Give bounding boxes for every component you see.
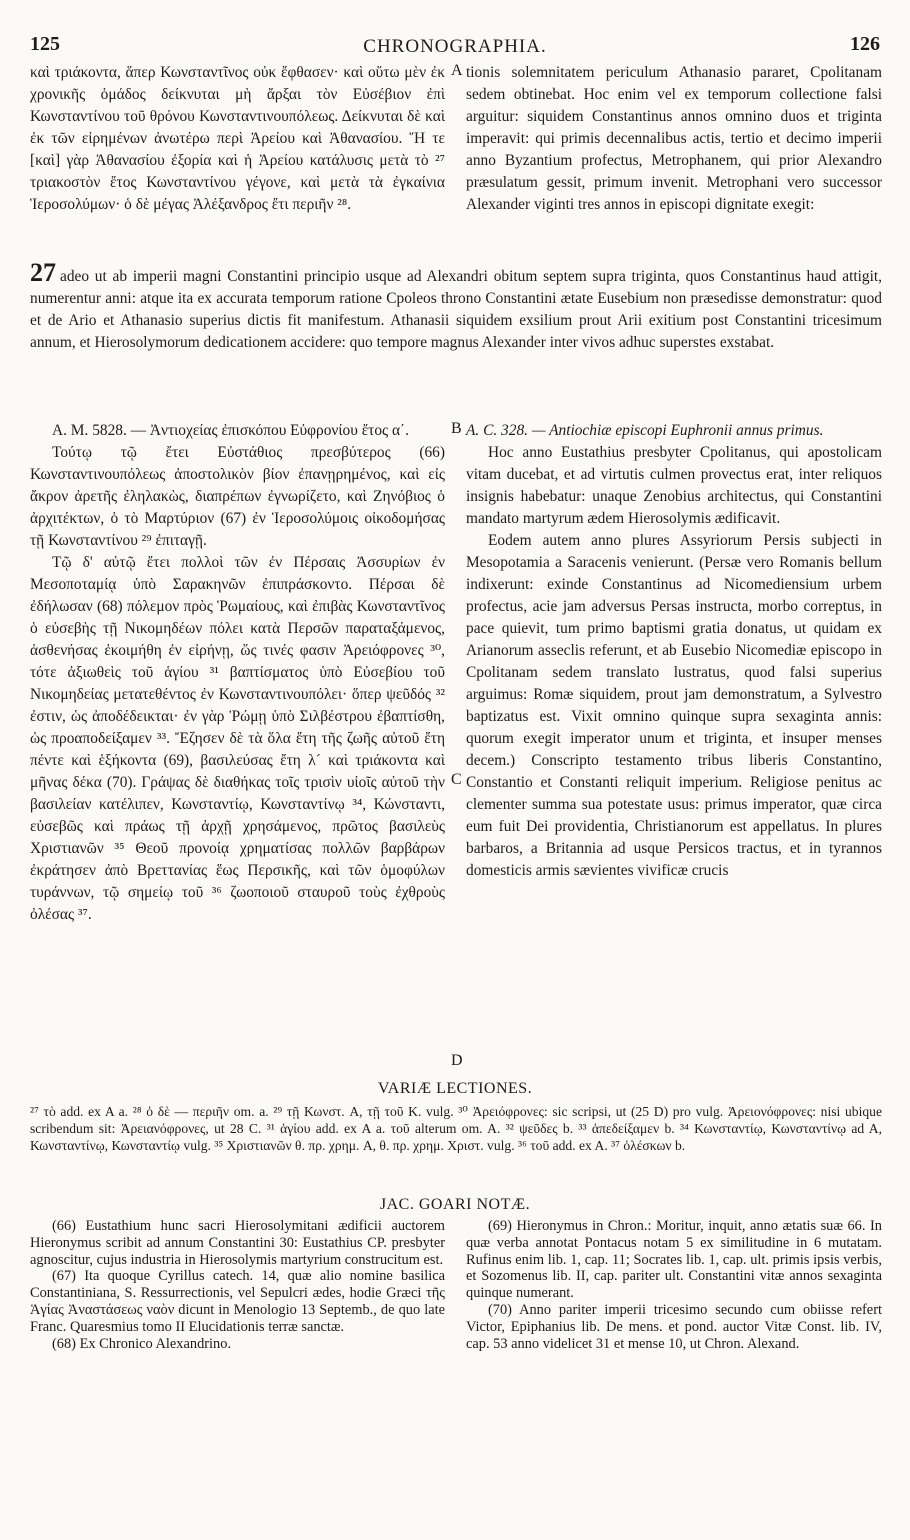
- main-latin-column: [466, 420, 882, 882]
- variae-lectiones-heading: VARIÆ LECTIONES.: [377, 1080, 533, 1097]
- margin-letter-a: A: [451, 62, 463, 79]
- note-68: (68) Ex Chronico Alexandrino.: [52, 1335, 232, 1352]
- top-greek-column: [30, 62, 445, 216]
- lead-text: adeo ut ab imperii magni Constantini principio usque ad Alexandri obitum septem supra triginta, quos Constantinus haud attigit, numerentur anni: atque ita ex accurata temporum ratione Cpoleos throno Constantini ætate Eusebium non præsedisse demonstratur: quod et de Ario et Athanasio superius dictis fit manifestum. Athanasii siquidem exsilium prout Arii exitium post Constantini tricesimum annum, et Hierosolymorum dedicationem accidere: quo tempore magnus Alexander inter vivos adhuc superstes exstabat.: [30, 268, 882, 351]
- section-marker: 27: [30, 258, 56, 287]
- note-66: (66) Eustathium hunc sacri Hierosolymitani ædificii auctorem Hieronymus scribit ad annum Constantini 30: Eustathius CP. presbyter agnoscitur, cujus industria in Hierosolymis martyrium construcitum est.: [30, 1218, 445, 1268]
- lead-paragraph: [30, 258, 882, 354]
- latin-paragraph-2: Eodem autem anno plures Assyriorum Persis subjecti in Mesopotamia a Saracenis venierunt. (Persæ vero Romanis bellum indixerunt: exinde Constantinus ad Nicomediensium urbem profectus, acie jam adversus Persas instructa, morbo correptus, in pace quievit, tum primo baptismi gratia donatus, ut quidam ex Arianorum asseclis referunt, et ab Eusebio Nicomediæ episcopo in Cpolitanam sedem translato lustratus, quod falsi superius arguimus: Romæ siquidem, prout jam demonstratum, a Sylvestro baptizatus est. Vixit omnino quinque supra sexaginta annis: quorum exegit imperator unum et triginta, et insuper menses decem.) Conscripto testamento tribus liberis Constantino, Constantio et Constanti reliquit imperium. Religiose penitus ac clementer summa sua potestate usus: primus imperator, quæ circa eum fuit Dei providentia, Christianorum est appellatus. In plures barbaros, a Britannia ad usque Persicos tractus, et in tyrannos domesticis armis sævientes vivificæ crucis: [466, 532, 882, 879]
- page-header: [30, 33, 880, 59]
- greek-paragraph-1: Τούτῳ τῷ ἔτει Εὐστάθιος πρεσβύτερος (66) Κωνσταντινουπόλεως ἀποστολικὸν βίον ἐπανῃρημένος, καὶ εἰς ἄκρον ἀρετῆς ἐληλακὼς, διαπρέπων ἐγνωρίζετο, καὶ Ζηνόβιος ὁ ἀρχιτέκτων, ὁ τὸ Μαρτύριον (67) ἐν Ἱεροσολύμοις οἰκοδομήσας τῇ Κωνσταντίνου ²⁹ ἐπιταγῇ.: [30, 444, 445, 549]
- variae-lectiones-text: ²⁷ τὸ add. ex A a. ²⁸ ὁ δὲ — περιῆν om. a. ²⁹ τῇ Κωνστ. A, τῇ τοῦ K. vulg. ³⁰ Ἀρειόφρονες: sic scripsi, ut (25 D) pro vulg. Ἀρειονόφρονες: nisi ubique scribendum sit: Ἀρειανόφρονες, ut 28 C. ³¹ ἁγίου add. ex A a. τοῦ alterum om. A. ³² ψεῦδες b. ³³ ἀπεδείξαμεν b. ³⁴ Κωνσταντίῳ, Κωνσταντίνῳ ad A, Κωνσταντίνῳ, Κωνσταντίῳ vulg. ³⁵ Χριστιανῶν θ. πρ. χρημ. A, θ. πρ. χρημ. Χριστ. vulg. ³⁶ τοῦ add. ex A. ³⁷ ὀλέσκων b.: [30, 1104, 882, 1153]
- top-latin-text: tionis solemnitatem periculum Athanasio pararet, Cpolitanam sedem obtinebat. Hoc enim vel ex temporum collectione falsi arguitur: siquidem Constantinus annos omnino duos et triginta imperavit: qui primis decennalibus actis, tertio et decimo imperii anno Byzantium profectus, Metrophanem, qui prior Alexandro præsulatum gessit, primum invenit. Metrophani vero successor Alexander viginti tres annos in episcopi dignitate exegit:: [466, 64, 882, 213]
- top-latin-column: [466, 62, 882, 216]
- note-69: (69) Hieronymus in Chron.: Moritur, inquit, anno ætatis suæ 66. In quæ verba annotat Pontacus notam 5 ex similitudine in 6 mutatam. Rufinus enim lib. 1, cap. 11; Socrates lib. 1, cap. ult. primis ipsis verbis, et Sozomenus lib. II, cap. pariter ult. Constantini vitæ annos sexaginta quinque numerant.: [466, 1218, 882, 1302]
- latin-paragraph-1: Hoc anno Eustathius presbyter Cpolitanus, qui apostolicam vitam ducebat, et ad virtutis culmen provectus erat, inter reliquos insignis habebatur: unaque Zenobius architectus, qui Constantini mandato martyrum ædem Hierosolymis ædificavit.: [466, 444, 882, 527]
- margin-letter-d: D: [451, 1052, 463, 1069]
- running-title: CHRONOGRAPHIA.: [363, 36, 547, 57]
- latin-heading: A. C. 328. — Antiochiæ episcopi Euphronii annus primus.: [466, 422, 824, 439]
- margin-letter-c: C: [451, 771, 462, 788]
- greek-paragraph-2: Τῷ δ' αὐτῷ ἔτει πολλοὶ τῶν ἐν Πέρσαις Ἀσσυρίων ἐν Μεσοποταμίᾳ ὑπὸ Σαρακηνῶν ἐπιπράσκοντο. Πέρσαι δὲ ἐδήλωσαν (68) πόλεμον πρὸς Ῥωμαίους, καὶ ἐπιβὰς Κωνσταντῖνος ὁ εὐσεβὴς τῇ Νικομηδέων πόλει κατὰ Περσῶν παραταξάμενος, ἀσθενήσας ἐκοιμήθη ἐν εἰρήνῃ, ὥς τινές φασιν Ἀρειόφρονες ³⁰, τότε ἀξιωθεὶς τοῦ ἁγίου ³¹ βαπτίσματος ὑπὸ Εὐσεβίου τοῦ Νικομηδείας μετατεθέντος ἐν Κωνσταντινουπόλει· ὅπερ ψεῦδός ³² ἐστιν, ὡς ἀποδέδεικται· ἐν γὰρ Ῥώμῃ ὑπὸ Σιλβέστρου ἐβαπτίσθη, ὡς προαποδείξαμεν ³³. Ἔζησεν δὲ τὰ ὅλα ἔτη τῆς ζωῆς αὐτοῦ ἔτη πέντε καὶ ἑξήκοντα (69), βασιλεύσας ἔτη λ´ καὶ τριάκοντα καὶ μῆνας δέκα (70). Γράψας δὲ διαθήκας τοῖς τρισὶν υἱοῖς αὐτοῦ τὴν βασιλείαν κατέλιπεν, Κωνσταντίῳ, Κωνσταντίνῳ ³⁴, Κώνσταντι, εὐσεβῶς καὶ πράως τῇ ἀρχῇ χρησάμενος, πρῶτος βασιλεὺς Χριστιανῶν ³⁵ Θεοῦ προνοίᾳ χρηματίσας πολλῶν βαρβάρων ἐκράτησεν ἀπὸ Βρεττανίας ἕως Περσικῆς, καὶ τῶν ὁμοφύλων τυράννων, τῷ σημείῳ τοῦ ³⁶ ζωοποιοῦ σταυροῦ τοὺς ἐχθροὺς ὀλέσας ³⁷.: [30, 554, 445, 923]
- top-greek-text: καὶ τριάκοντα, ἅπερ Κωνσταντῖνος οὐκ ἔφθασεν· καὶ οὕτω μὲν ἐκ χρονικῆς ὁμάδος δείκνυται μὴ ἄρξαι τὸν Εὐσέβιον ἐπὶ Κωνσταντίνου τοῦ θρόνου Κωνσταντινουπόλεως. Δείκνυται δὲ καὶ ἐκ τῶν εἰρημένων ἀνωτέρω περὶ Ἀρείου καὶ Ἀθανασίου. Ἥ τε [καὶ] γὰρ Ἀθανασίου ἐξορία καὶ ἡ Ἀρείου κατάλυσις μετὰ τὸ ²⁷ τριακοστὸν ἔτος Κωνσταντίνου γέγονε, καὶ μετὰ τὰ ἐγκαίνια Ἱεροσολύμων· ὁ δὲ μέγας Ἀλέξανδρος ἔτι περιῆν ²⁸.: [30, 64, 445, 213]
- notes-right-column: [466, 1218, 882, 1352]
- note-70: (70) Anno pariter imperii tricesimo secundo cum obiisse refert Victor, Epiphanius lib. De mens. et pond. auctor Vitæ Const. lib. IV, cap. 53 anno videlicet 31 et mense 10, ut Chron. Alexand.: [466, 1301, 882, 1352]
- notes-heading: JAC. GOARI NOTÆ.: [379, 1196, 531, 1213]
- left-page-number: 125: [30, 33, 60, 55]
- notes-left-column: [30, 1218, 445, 1352]
- main-greek-column: [30, 420, 445, 926]
- margin-letter-b: B: [451, 420, 462, 437]
- right-page-number: 126: [850, 33, 880, 55]
- greek-heading: Α. Μ. 5828. — Ἀντιοχείας ἐπισκόπου Εὐφρονίου ἔτος α΄.: [52, 422, 410, 439]
- note-67: (67) Ita quoque Cyrillus catech. 14, quæ alio nomine basilica Constantiniana, S. Ressurrectionis, vel Sepulcri ædes, hodie Græci τῆς Ἁγίας Ἀναστάσεως ναὸν dicunt in Menologio 13 Septemb., de quo late Franc. Quaresmius tomo II Elucidationis terræ sanctæ.: [30, 1268, 445, 1335]
